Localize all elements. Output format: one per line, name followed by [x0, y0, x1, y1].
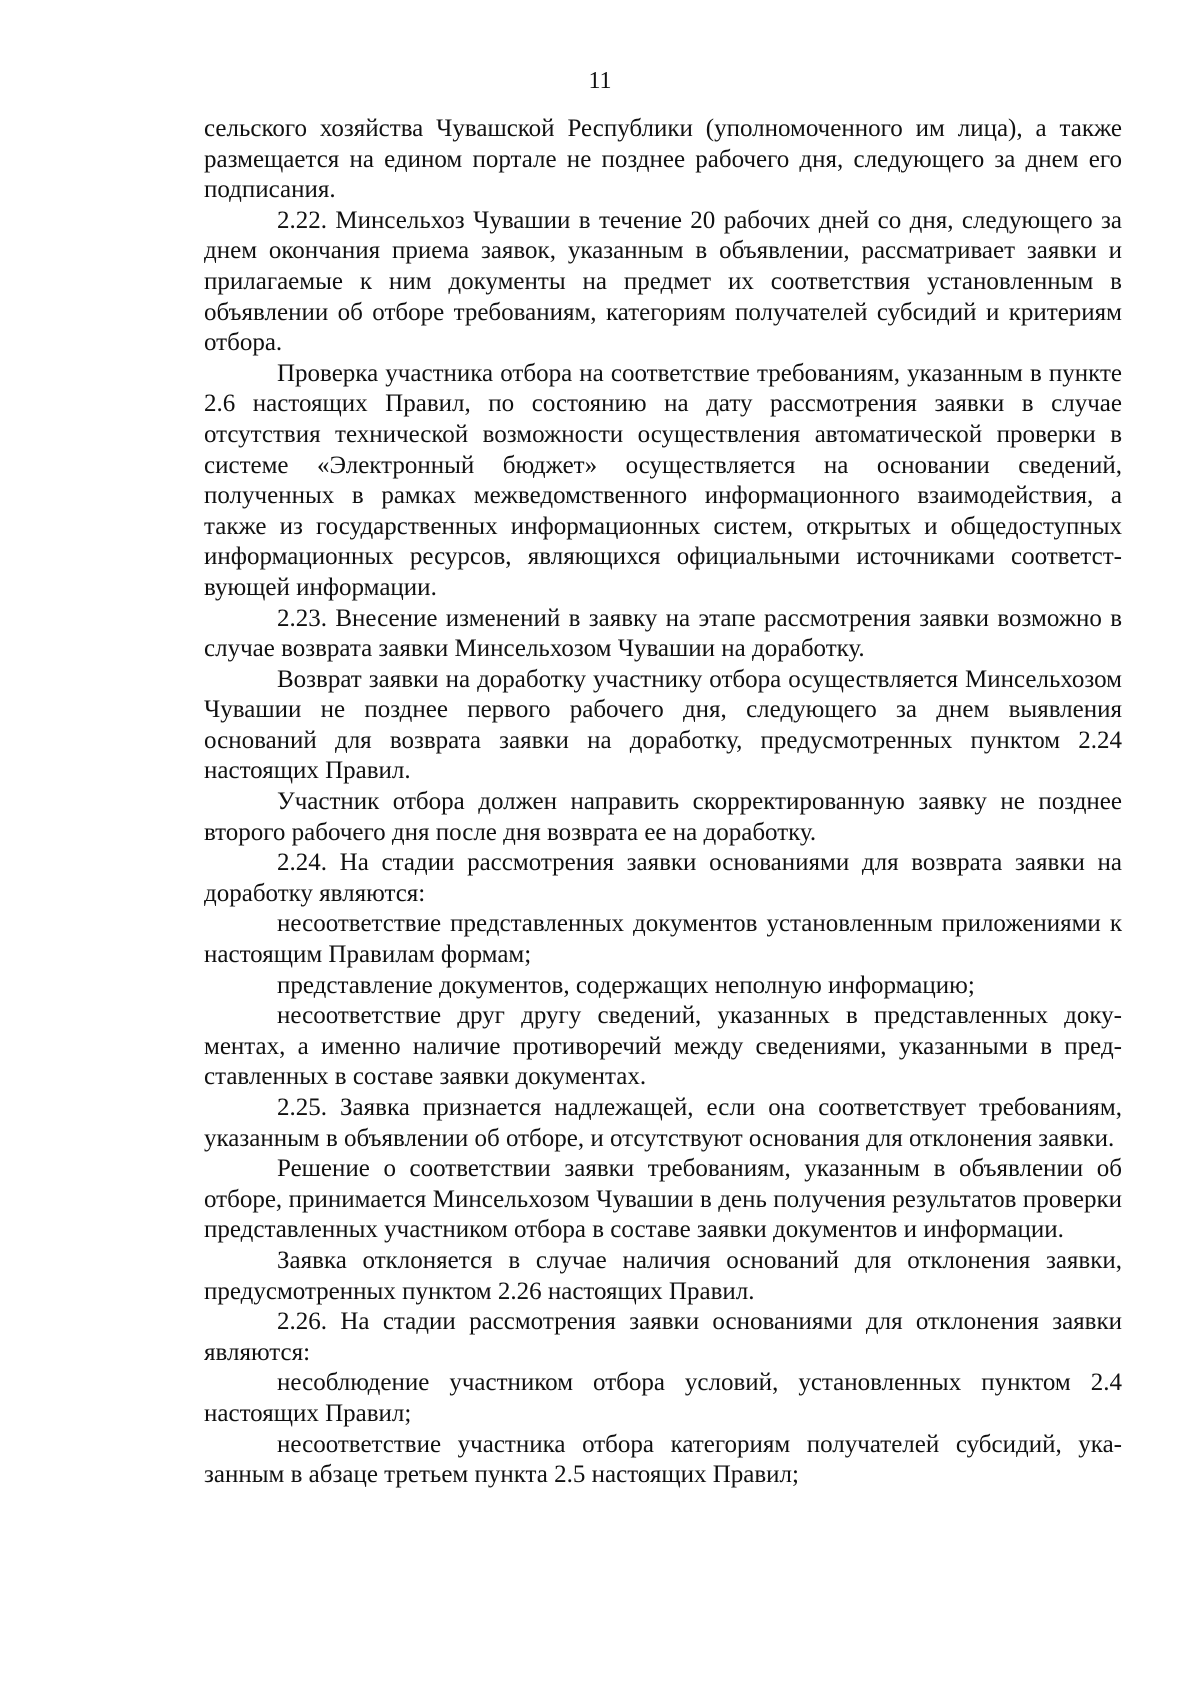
paragraph-2-25: 2.25. Заявка признается надлежащей, если она соответствует требованиям, указанным в объявлении об отборе, и отсутствуют основания для отклонения заявки. — [204, 1094, 1122, 1152]
list-item-incomplete-info: представление документов, содержащих неполную информацию; — [277, 971, 975, 999]
list-item-form-mismatch: несоответствие представленных документов установленным приложениями к настоящим Правилам формам; — [204, 910, 1122, 969]
paragraph-continuation: сельского хозяйства Чувашской Республики (уполномоченного им лица), а также размещается на едином портале не позднее рабочего дня, следующего за днем его подписания. — [204, 115, 1122, 204]
page-number: 11 — [588, 68, 612, 94]
paragraph-2-24: 2.24. На стадии рассмотрения заявки основаниями для возврата заявки на доработку являются: — [204, 849, 1122, 907]
paragraph-2-23: 2.23. Внесение изменений в заявку на этапе рассмотрения заявки возможно в случае возврата заявки Минсельхозом Чувашии на доработку. — [204, 604, 1122, 663]
paragraph-compliance-decision: Решение о соответствии заявки требованиям, указанным в объявлении об отборе, принимается Минсельхозом Чувашии в день получения результатов проверки представленных участником отбора в составе заявки документов и информации. — [204, 1155, 1122, 1244]
paragraph-participant-check: Проверка участника отбора на соответствие требованиям, указанным в пункте 2.6 настоящих Правил, по состоянию на дату рассмотрения заявки в случае отсутствия технической возможности осуществления автоматической проверки в системе «Электронный бюджет» осуществляется на основании сведений, полученных в рамках межведомственного информационного взаимодействия, а также из государственных информационных систем, открытых и общедоступных информационных ресурсов, являющихся официальными источниками соответствующей информации. — [204, 359, 1122, 601]
list-item-conditions-not-met: несоблюдение участником отбора условий, установленных пунктом 2.4 настоящих Правил; — [204, 1369, 1122, 1427]
paragraph-corrected-application: Участник отбора должен направить скорректированную заявку не позднее второго рабочего дня после дня возврата ее на доработку. — [204, 788, 1122, 846]
list-item-category-mismatch: несоответствие участника отбора категориям получателей субсидий, указанным в абзаце третьем пункта 2.5 настоящих Правил; — [204, 1430, 1122, 1489]
paragraph-rejection: Заявка отклоняется в случае наличия оснований для отклонения заявки, предусмотренных пунктом 2.26 настоящих Правил. — [204, 1246, 1122, 1305]
body-text — [204, 114, 1122, 1491]
paragraph-2-26: 2.26. На стадии рассмотрения заявки основаниями для отклонения заявки являются: — [204, 1308, 1122, 1366]
paragraph-return-for-revision: Возврат заявки на доработку участнику отбора осуществляется Минсельхозом Чувашии не позднее первого рабочего дня, следующего за днем выявления оснований для возврата заявки на доработку, предусмотренных пунктом 2.24 настоящих Правил. — [204, 665, 1122, 785]
list-item-inconsistent-data: несоответствие друг другу сведений, указанных в представленных документах, а именно наличие противоречий между сведениями, указанными в представленных в составе заявки документах. — [204, 1002, 1122, 1091]
paragraph-2-22: 2.22. Минсельхоз Чувашии в течение 20 рабочих дней со дня, следующего за днем окончания приема заявок, указанным в объявлении, рассматривает заявки и прилагаемые к ним документы на предмет их соответствия установленным в объявлении об отборе требованиям, категориям получателей субсидий и критериям отбора. — [204, 206, 1122, 357]
